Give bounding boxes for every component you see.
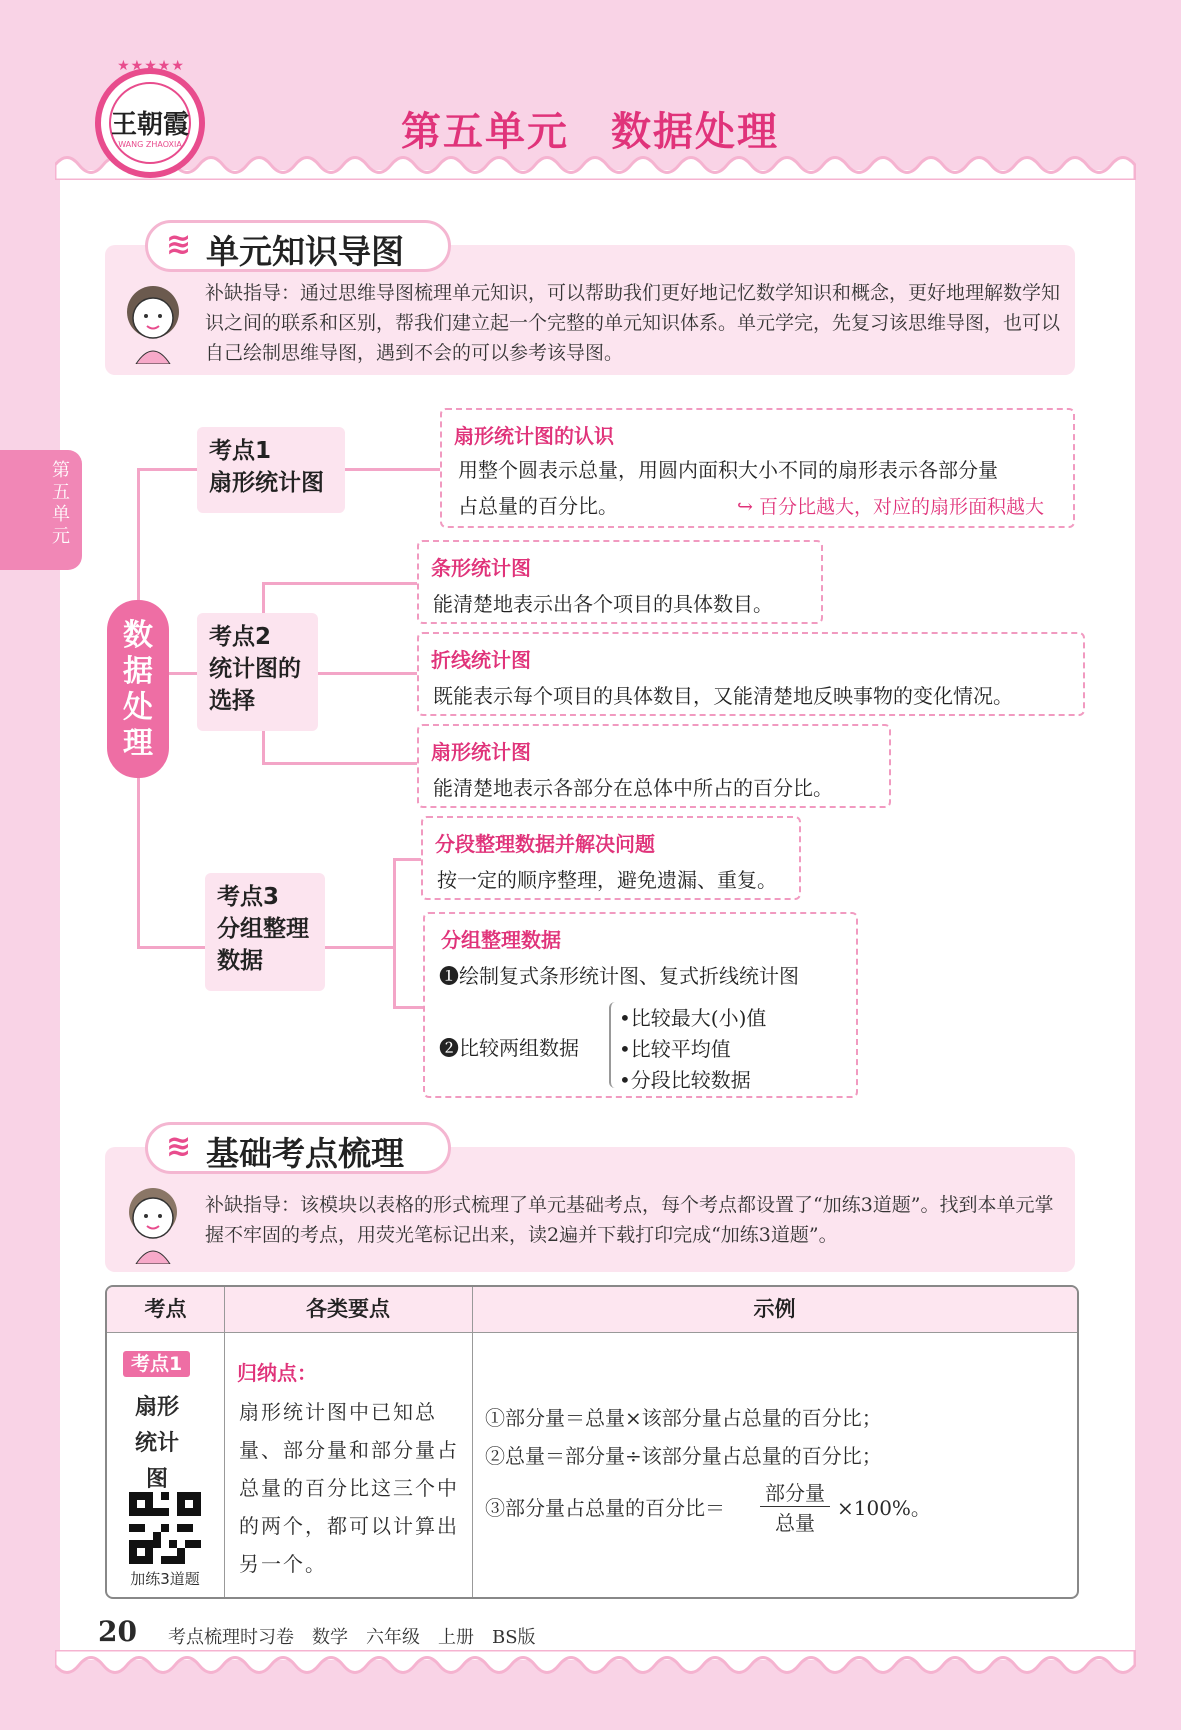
- bar-chart-box: [417, 540, 823, 624]
- fraction-denominator: 总量: [775, 1511, 815, 1535]
- box-line-1: 用整个圆表示总量，用圆内面积大小不同的扇形表示各部分量: [458, 458, 998, 482]
- pie-chart-concept-box: [440, 408, 1075, 528]
- root-label: 数据处理: [123, 618, 153, 761]
- wavy-border-bottom: [55, 1650, 1136, 1680]
- connector: [393, 858, 396, 1008]
- point-title: 归纳点：: [237, 1361, 317, 1385]
- page-title: 第五单元 数据处理: [401, 109, 779, 155]
- sub-item: •分段比较数据: [619, 1068, 751, 1092]
- box-note-text: 百分比越大，对应的扇形面积越大: [758, 496, 1044, 518]
- kaodian-1-title: 考点1: [209, 438, 272, 464]
- wave-lines-icon: ≋: [166, 1129, 192, 1164]
- box-title: 分段整理数据并解决问题: [435, 832, 655, 856]
- example-2: ②总量＝部分量÷该部分量占总量的百分比；: [485, 1444, 882, 1468]
- sub-item: •比较最大(小)值: [619, 1006, 767, 1030]
- kaodian-1-node: [197, 427, 345, 513]
- example-3-prefix: ③部分量占总量的百分比＝: [485, 1496, 725, 1520]
- brand-logo: [95, 58, 205, 178]
- box-line-2: 占总量的百分比。: [458, 494, 618, 518]
- column-header: 各类要点: [224, 1287, 472, 1332]
- line-chart-box: [417, 632, 1085, 716]
- connector: [262, 582, 417, 585]
- section-heading-label: 基础考点梳理: [206, 1134, 404, 1173]
- tip-text-2: 补缺指导：该模块以表格的形式梳理了单元基础考点，每个考点都设置了“加练3道题”。找到本单元掌握不牢固的考点，用荧光笔标记出来，读2遍并下载打印完成“加练3道题”。: [205, 1194, 1054, 1246]
- section-heading-2: [145, 1122, 451, 1174]
- example-3-suffix: ×100%。: [837, 1496, 931, 1520]
- pie-chart-box: [417, 724, 891, 808]
- kaodian-3-name: 分组整理数据: [217, 916, 309, 974]
- fraction-numerator: 部分量: [760, 1477, 830, 1507]
- box-line-2: ❷比较两组数据: [439, 1036, 579, 1060]
- qr-label: 加练3道题: [130, 1570, 200, 1588]
- connector: [325, 946, 393, 949]
- badge-label: 考点1: [123, 1351, 190, 1377]
- kaodian-2-name: 统计图的选择: [209, 656, 301, 714]
- section-heading-1: [145, 220, 451, 272]
- brace: [609, 1002, 617, 1088]
- kaodian-badge: [123, 1349, 190, 1376]
- connector: [393, 1006, 423, 1009]
- kaodian-1-name: 扇形统计图: [209, 470, 324, 496]
- group-data-box: [423, 912, 858, 1098]
- connector: [262, 762, 417, 765]
- connector: [318, 672, 417, 675]
- box-text: 能清楚地表示出各个项目的具体数目。: [433, 592, 773, 616]
- box-text: 能清楚地表示各部分在总体中所占的百分比。: [433, 776, 833, 800]
- box-title: 扇形统计图: [431, 740, 531, 764]
- connector: [137, 946, 205, 949]
- sub-item: •比较平均值: [619, 1037, 731, 1061]
- box-title: 扇形统计图的认识: [454, 424, 614, 448]
- boy-avatar-icon: [118, 1178, 188, 1264]
- unit-side-tab: [0, 450, 82, 570]
- box-line-1: ❶绘制复式条形统计图、复式折线统计图: [439, 964, 799, 988]
- page-number: 20: [98, 1615, 137, 1648]
- segment-data-box: [421, 816, 801, 900]
- point-text: 扇形统计图中已知总量、部分量和部分量占总量的百分比这三个中的两个，都可以计算出另一个。: [239, 1400, 459, 1576]
- column-header: 示例: [472, 1287, 1077, 1332]
- logo-text: 王朝霞: [110, 110, 189, 140]
- qr-code-icon[interactable]: [129, 1492, 201, 1564]
- example-1: ①部分量＝总量×该部分量占总量的百分比；: [485, 1406, 882, 1430]
- tip-text-1: 补缺指导：通过思维导图梳理单元知识，可以帮助我们更好地记忆数学知识和概念，更好地理解数学知识之间的联系和区别，帮我们建立起一个完整的单元知识体系。单元学完，先复习该思维导图，也可以自己绘制思维导图，遇到不会的可以参考该导图。: [205, 282, 1061, 364]
- box-title: 条形统计图: [431, 556, 531, 580]
- kaodian-2-title: 考点2: [209, 624, 272, 650]
- side-tab-label: 第五单元: [52, 460, 70, 547]
- mindmap-root: [107, 600, 169, 778]
- kaodian-topic: 扇形统计图: [134, 1395, 179, 1492]
- connector: [393, 858, 421, 861]
- girl-avatar-icon: [118, 278, 188, 364]
- logo-subtext: WANG ZHAOXIA: [118, 140, 182, 149]
- footer-text: 考点梳理时习卷 数学 六年级 上册 BS版: [168, 1627, 536, 1648]
- box-note: ↪ 百分比越大，对应的扇形面积越大: [737, 496, 1044, 518]
- column-header: 考点: [107, 1287, 224, 1332]
- wave-lines-icon: ≋: [166, 227, 192, 262]
- kaodian-table: [105, 1285, 1079, 1599]
- kaodian-3-title: 考点3: [217, 884, 280, 910]
- box-text: 既能表示每个项目的具体数目，又能清楚地反映事物的变化情况。: [433, 684, 1013, 708]
- connector: [137, 468, 197, 471]
- kaodian-3-node: [205, 873, 325, 991]
- crown-icon: ★★★★★: [117, 58, 185, 74]
- box-text: 按一定的顺序整理，避免遗漏、重复。: [437, 868, 777, 892]
- box-title: 折线统计图: [431, 648, 531, 672]
- section-heading-label: 单元知识导图: [206, 232, 404, 271]
- connector: [345, 468, 440, 471]
- box-title: 分组整理数据: [441, 928, 561, 952]
- kaodian-2-node: [197, 613, 318, 731]
